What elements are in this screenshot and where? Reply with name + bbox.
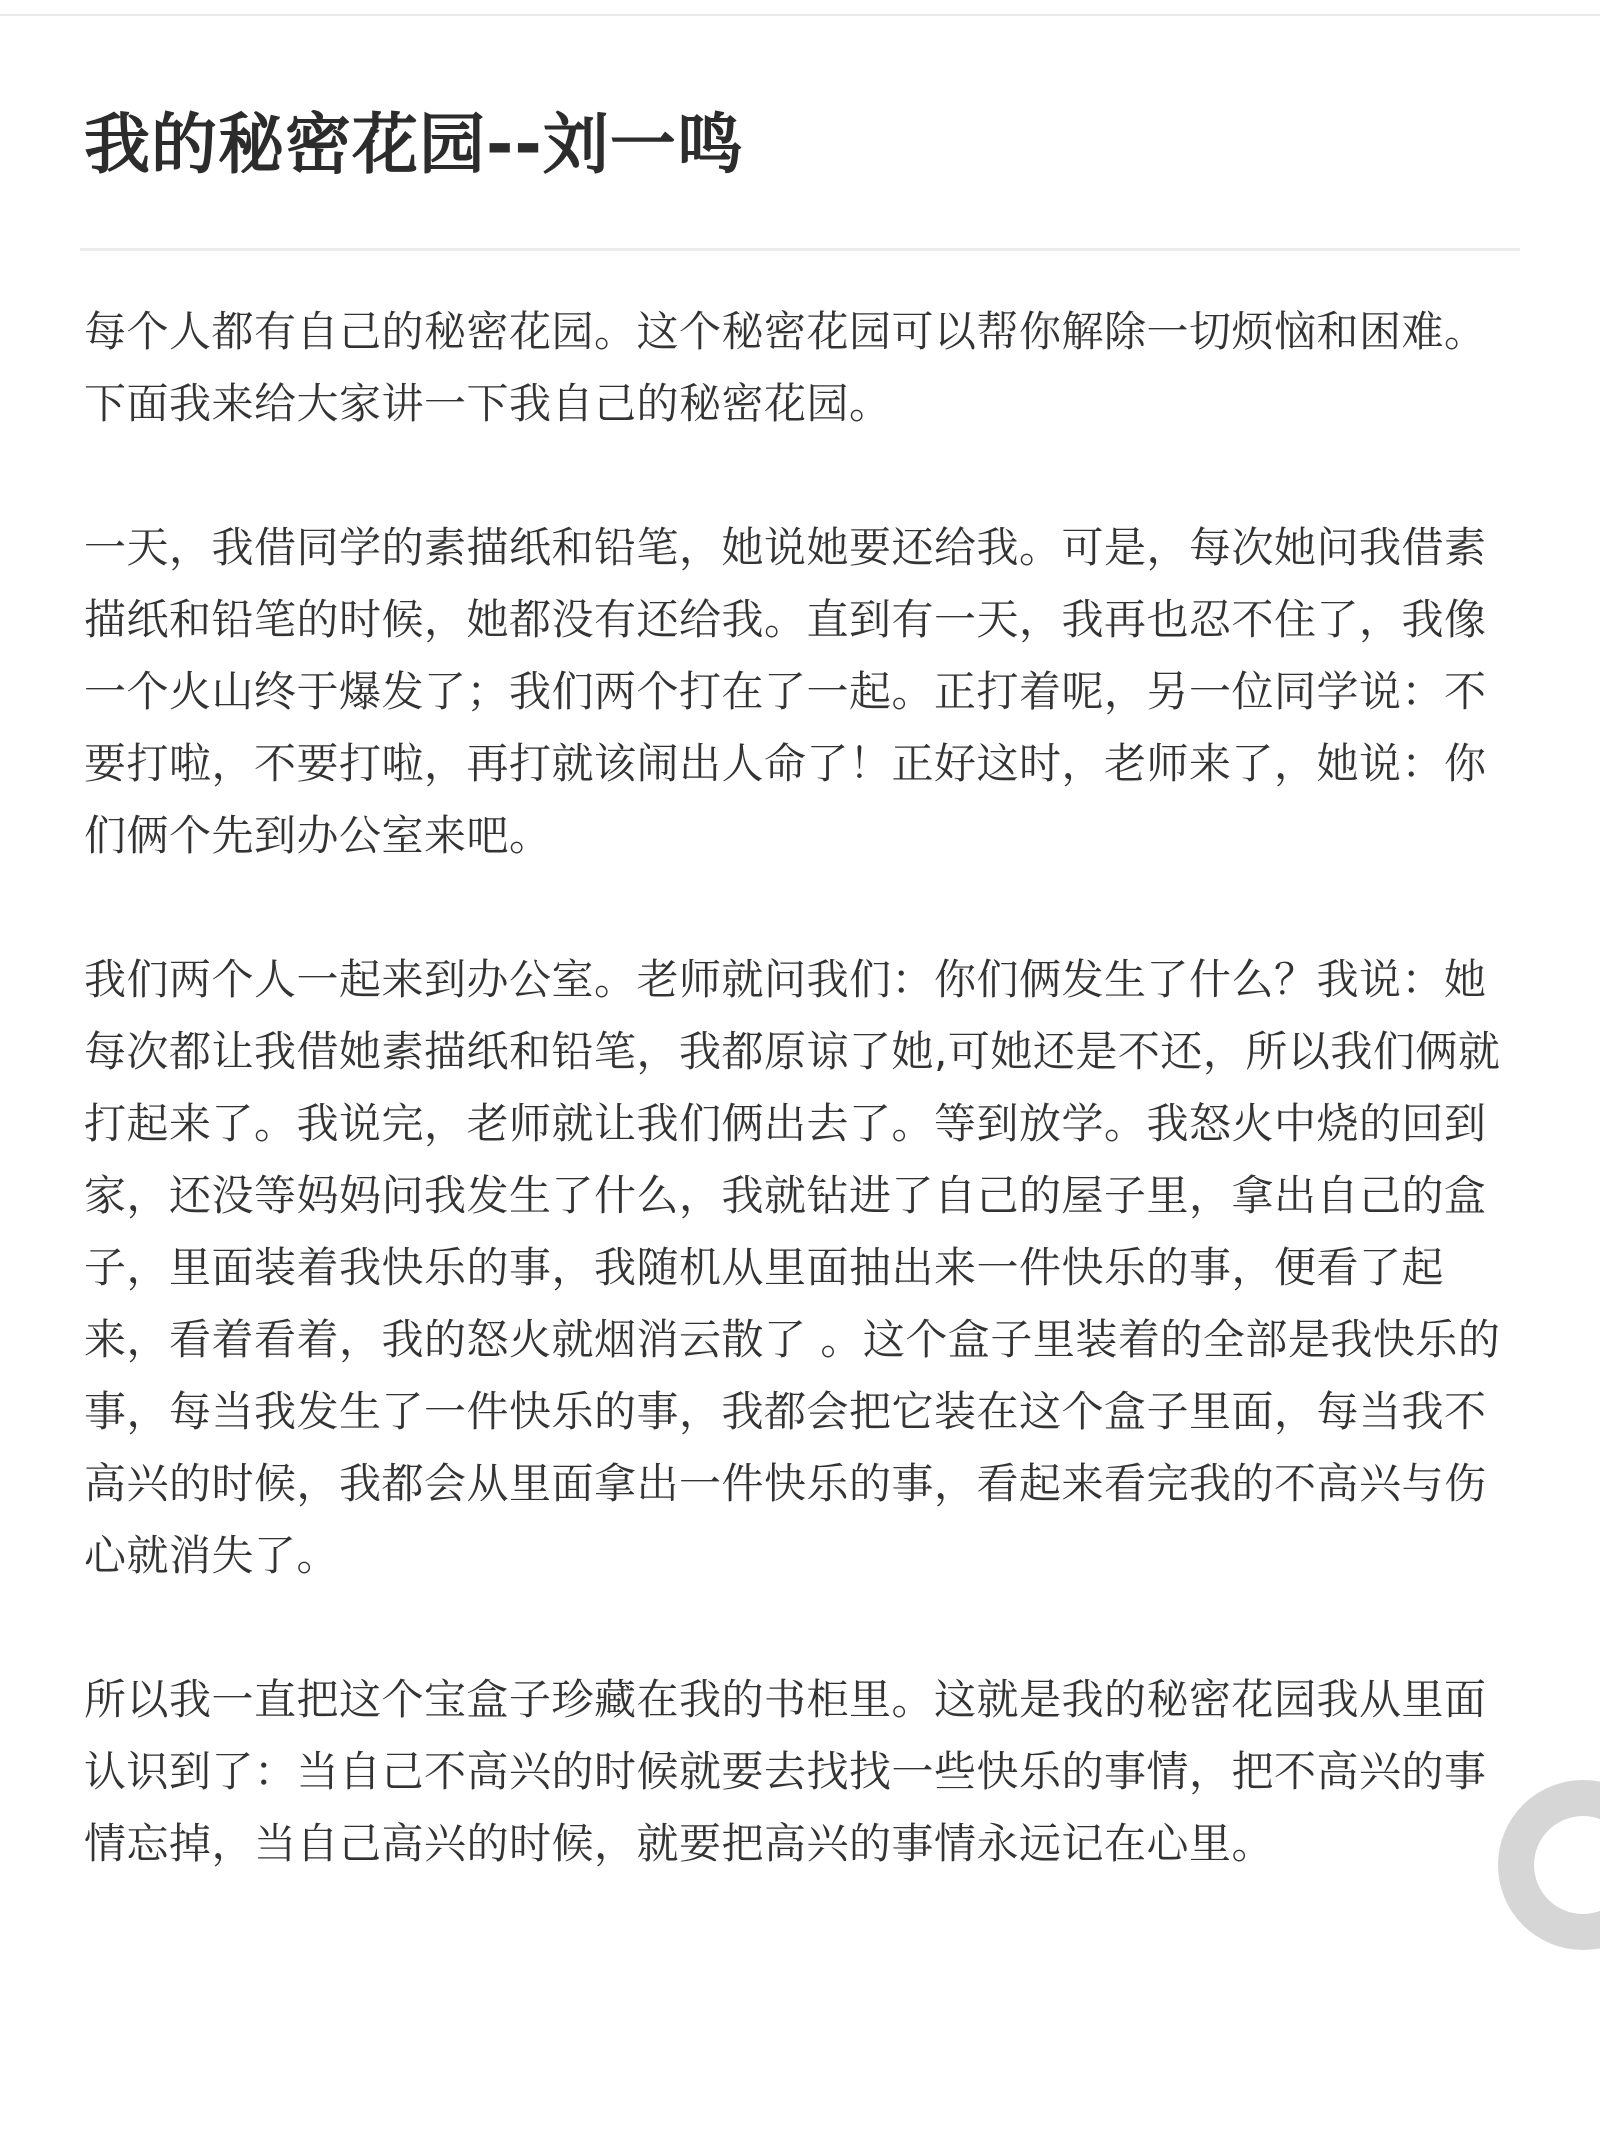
paragraph-4: 所以我一直把这个宝盒子珍藏在我的书柜里。这就是我的秘密花园我从里面认识到了：当自己不高兴的时候就要去找找一些快乐的事情，把不高兴的事情忘掉，当自己高兴的时候，就要把高兴的事情永远记在心里。 (84, 1675, 1487, 1868)
top-divider (0, 0, 1600, 16)
article-title: 我的秘密花园--刘一鸣 (84, 106, 744, 183)
paragraph-1: 每个人都有自己的秘密花园。这个秘密花园可以帮你解除一切烦恼和困难。下面我来给大家讲一下我自己的秘密花园。 (84, 307, 1487, 428)
ring-icon (1534, 1816, 1600, 1914)
paragraph-3: 我们两个人一起来到办公室。老师就问我们：你们俩发生了什么？我说：她每次都让我借她素描纸和铅笔，我都原谅了她,可她还是不还，所以我们俩就打起来了。我说完，老师就让我们俩出去了。等到放学。我怒火中烧的回到家，还没等妈妈问我发生了什么，我就钻进了自己的屋子里，拿出自己的盒子，里面装着我快乐的事，我随机从里面抽出来一件快乐的事，便看了起来，看着看着，我的怒火就烟消云散了 。这个盒子里装着的全部是我快乐的事，每当我发生了一件快乐的事，我都会把它装在这个盒子里面，每当我不高兴的时候，我都会从里面拿出一件快乐的事，看起来看完我的不高兴与伤心就消失了。 (84, 955, 1501, 1580)
paragraph-2: 一天，我借同学的素描纸和铅笔，她说她要还给我。可是，每次她问我借素描纸和铅笔的时候，她都没有还给我。直到有一天，我再也忍不住了，我像一个火山终于爆发了；我们两个打在了一起。正打着呢，另一位同学说：不要打啦，不要打啦，再打就该闹出人命了！正好这时，老师来了，她说：你们俩个先到办公室来吧。 (84, 523, 1487, 860)
article-body (84, 296, 1520, 1952)
title-divider (80, 248, 1520, 251)
